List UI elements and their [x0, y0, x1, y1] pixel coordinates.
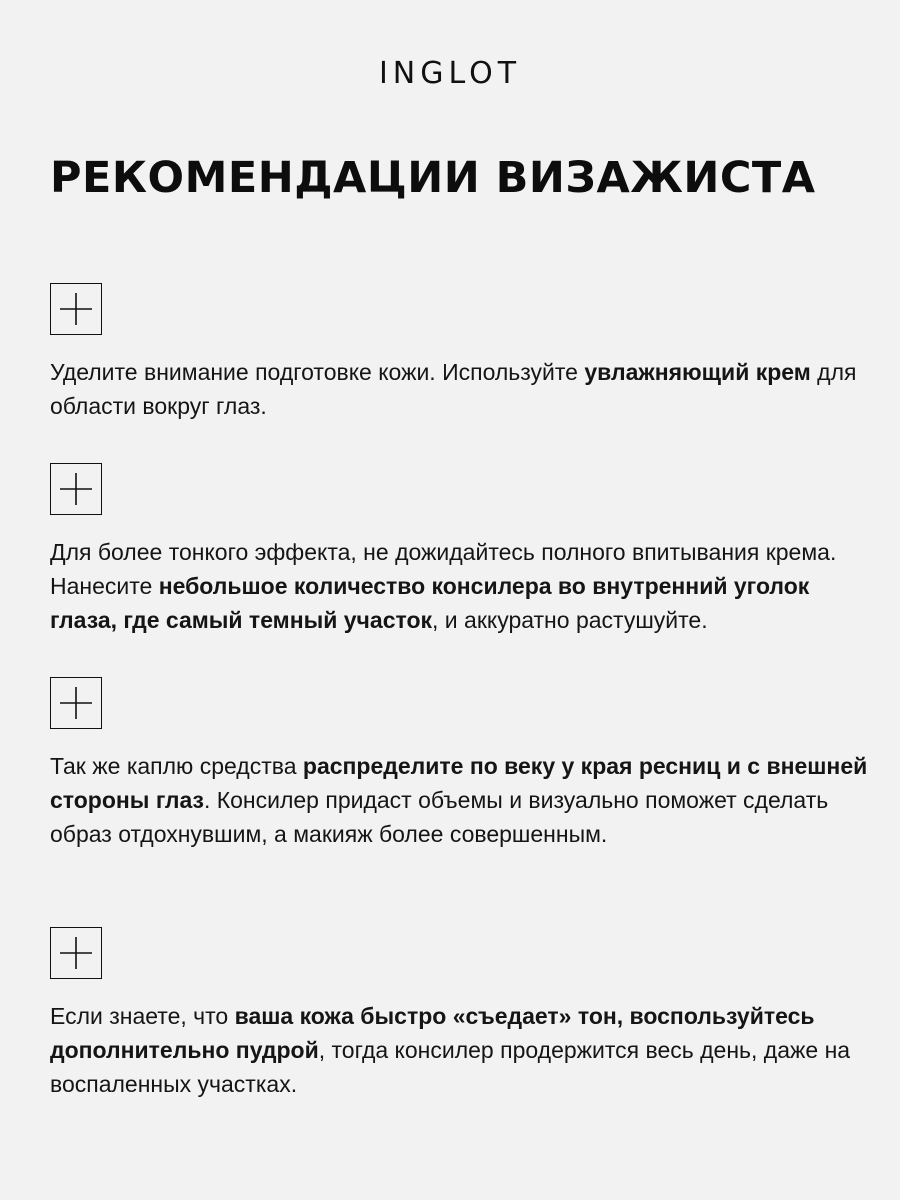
- expand-tip-1-button[interactable]: [50, 283, 102, 335]
- tip-text-part: для области вокруг глаз.: [50, 359, 857, 419]
- tip-text-bold: увлажняющий крем: [584, 359, 811, 385]
- tip-3-text: [50, 749, 870, 851]
- tip-text-part: Для более тонкого эффекта, не дожидайтесь полного впитывания крема. Нанесите: [50, 539, 837, 599]
- tip-3: [50, 677, 870, 851]
- tip-1-text: [50, 355, 870, 423]
- brand-logo: INGLOT: [378, 56, 522, 91]
- plus-icon: [51, 284, 101, 334]
- tip-text-bold: ваша кожа быстро «съедает» тон, воспользуйтесь дополнительно пудрой: [50, 1003, 815, 1063]
- tip-2-text: [50, 535, 870, 637]
- tip-text-bold: распределите по веку у края ресниц и с внешней стороны глаз: [50, 753, 868, 813]
- plus-icon: [51, 464, 101, 514]
- tip-text-part: Уделите внимание подготовке кожи. Используйте: [50, 359, 585, 385]
- expand-tip-2-button[interactable]: [50, 463, 102, 515]
- tip-text-part: Если знаете, что: [50, 1003, 235, 1029]
- tip-text-part: , тогда консилер продержится весь день, даже на воспаленных участках.: [50, 1037, 851, 1097]
- tip-text-bold: небольшое количество консилера во внутренний уголок глаза, где самый темный участок: [50, 573, 810, 633]
- tip-text-part: , и аккуратно растушуйте.: [432, 607, 708, 633]
- tip-2: [50, 463, 870, 637]
- expand-tip-4-button[interactable]: [50, 927, 102, 979]
- tip-text-part: . Консилер придаст объемы и визуально поможет сделать образ отдохнувшим, а макияж более совершенным.: [50, 787, 829, 847]
- plus-icon: [51, 928, 101, 978]
- tip-1: [50, 283, 870, 423]
- page-title: РЕКОМЕНДАЦИИ ВИЗАЖИСТА: [50, 153, 816, 203]
- expand-tip-3-button[interactable]: [50, 677, 102, 729]
- tip-4-text: [50, 999, 870, 1101]
- tip-4: [50, 927, 870, 1101]
- tip-text-part: Так же каплю средства: [50, 753, 303, 779]
- plus-icon: [51, 678, 101, 728]
